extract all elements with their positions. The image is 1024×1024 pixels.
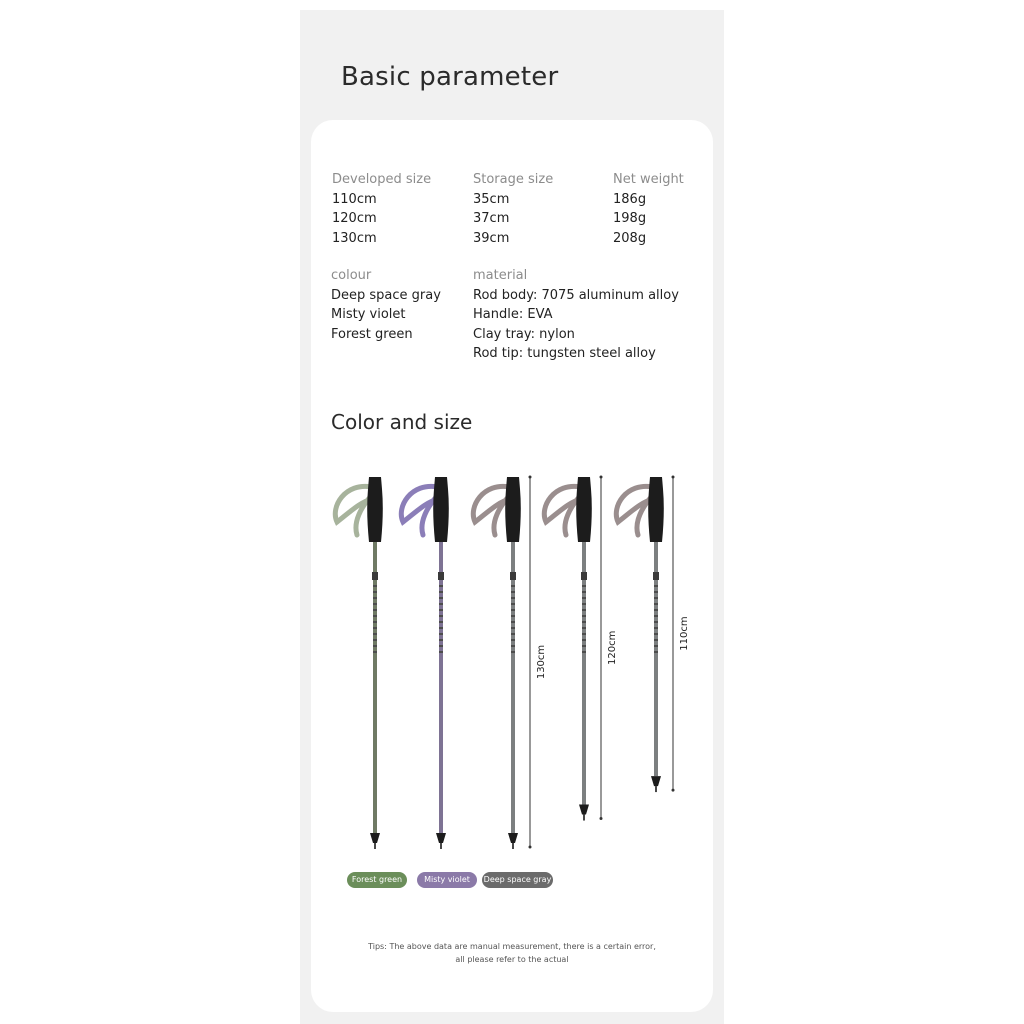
- colour-value: Forest green: [331, 326, 413, 342]
- storage-size-label: Storage size: [473, 172, 554, 187]
- tips-line: Tips: The above data are manual measurement, there is a certain error,: [368, 942, 656, 951]
- tips-line: all please refer to the actual: [455, 955, 569, 964]
- material-value: Clay tray: nylon: [473, 326, 575, 342]
- colour-value: Misty violet: [331, 307, 406, 322]
- storage-size-value: 35cm: [473, 191, 510, 207]
- material-value: Handle: EVA: [473, 307, 553, 322]
- length-dimension: [600, 476, 619, 821]
- badge-misty-violet: Misty violet: [417, 872, 477, 888]
- developed-size-label: Developed size: [332, 172, 432, 187]
- page-title: Basic parameter: [341, 62, 559, 92]
- material-value: Rod body: 7075 aluminum alloy: [473, 287, 679, 303]
- trekking-pole: [473, 477, 521, 849]
- net-weight-value: 198g: [613, 211, 647, 226]
- storage-size-value: 39cm: [473, 230, 510, 246]
- trekking-pole: [401, 477, 449, 849]
- net-weight-label: Net weight: [613, 172, 684, 187]
- tips-note: [311, 940, 713, 966]
- badge-forest-green: Forest green: [347, 872, 407, 888]
- trekking-pole: [335, 477, 383, 849]
- length-label: 120cm: [607, 630, 618, 665]
- colour-value: Deep space gray: [331, 287, 441, 303]
- color-size-title: Color and size: [331, 410, 473, 434]
- length-label: 110cm: [679, 616, 690, 651]
- net-weight-value: 208g: [613, 230, 647, 246]
- developed-size-value: 130cm: [332, 230, 377, 246]
- net-weight-value: 186g: [613, 191, 647, 207]
- material-label: material: [473, 268, 528, 283]
- trekking-pole: [544, 477, 592, 821]
- colour-label: colour: [331, 268, 372, 283]
- length-dimension: [529, 476, 548, 849]
- storage-size-value: 37cm: [473, 211, 510, 226]
- length-dimension: [672, 476, 691, 792]
- trekking-pole: [616, 477, 664, 792]
- developed-size-value: 110cm: [332, 191, 377, 207]
- developed-size-value: 120cm: [332, 211, 377, 226]
- material-value: Rod tip: tungsten steel alloy: [473, 346, 656, 361]
- length-label: 130cm: [536, 644, 547, 680]
- badge-deep-space-gray: Deep space gray: [482, 872, 553, 888]
